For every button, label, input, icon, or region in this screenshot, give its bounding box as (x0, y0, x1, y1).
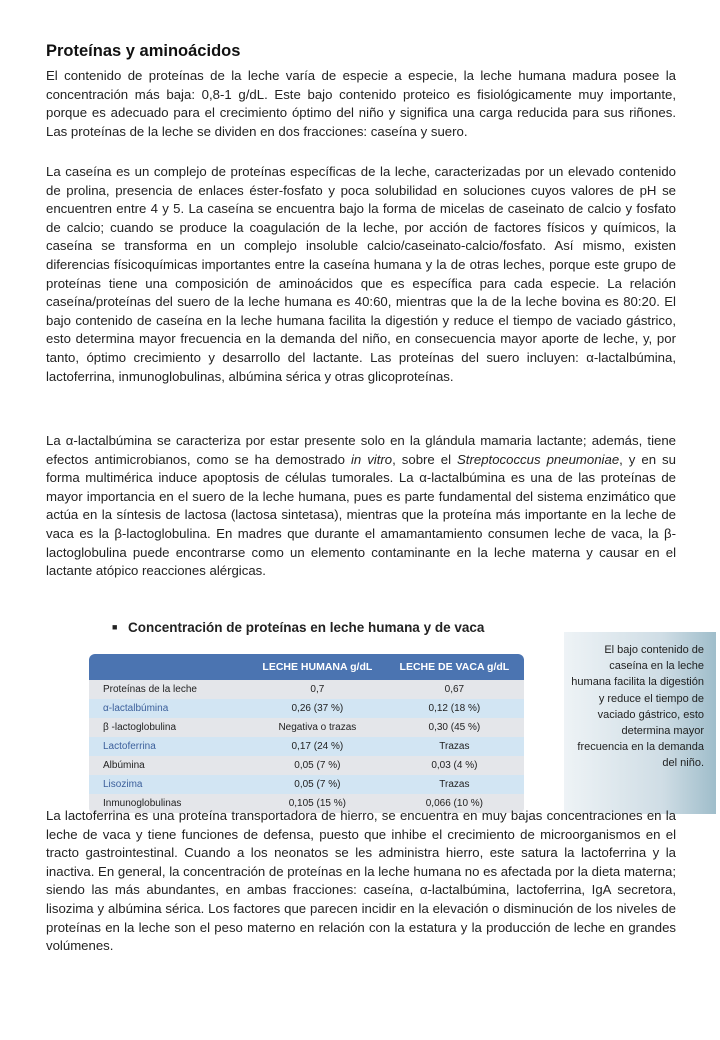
paragraph-alpha-lactalbumin (46, 432, 676, 581)
row-label: β -lactoglobulina (89, 718, 250, 737)
table-row (89, 737, 524, 756)
cow-milk-value: 0,03 (4 %) (385, 756, 524, 775)
cow-milk-value: 0,12 (18 %) (385, 699, 524, 718)
table-row (89, 756, 524, 775)
cow-milk-value: Trazas (385, 775, 524, 794)
table-subheading (112, 620, 484, 635)
human-milk-value: 0,26 (37 %) (250, 699, 385, 718)
casein-callout-box (564, 632, 716, 814)
human-milk-value: 0,05 (7 %) (250, 775, 385, 794)
paragraph-text: , sobre el (392, 451, 458, 467)
human-milk-value: 0,7 (250, 680, 385, 699)
paragraph-text: , y en su forma multimérica induce apoptosis de células tumorales. La α-lactalbúmina es una de las proteínas de mayor importancia en el suero de la leche humana, pues es parte fundamental del sistema enzimático que actúa en la síntesis de lactosa (lactosa sintetasa), mientras que la proteína más importante en la leche de vaca es la β-lactoglobulina. En madres que durante el amamantamiento consumen leche de vaca, la β-lactoglobulina puede encontrarse como un elemento contaminante en la leche materna y causar en el lactante atópico reacciones alérgicas. (46, 451, 676, 579)
italic-term: in vitro (350, 451, 393, 467)
callout-text: El bajo contenido de caseína en la leche humana facilita la digestión y reduce el tiempo de vaciado gástrico, esto determina mayor frecuencia en la demanda del niño. (571, 644, 704, 770)
row-label: Proteínas de la leche (89, 680, 250, 699)
cow-milk-value: 0,30 (45 %) (385, 718, 524, 737)
header-cell-label (89, 654, 250, 680)
table-header-row (89, 654, 524, 680)
paragraph-protein-content: El contenido de proteínas de la leche varía de especie a especie, la leche humana madura posee la concentración más baja: 0,8-1 g/dL. Este bajo contenido proteico es fisiológicamente muy importante, porque es adecuado para el crecimiento óptimo del niño y significa una carga reducida para sus riñones. Las proteínas de la leche se dividen en dos fracciones: caseína y suero. (46, 68, 676, 139)
cow-milk-value: Trazas (385, 737, 524, 756)
table-row (89, 680, 524, 699)
row-label: α-lactalbúmina (89, 699, 250, 718)
paragraph-casein: La caseína es un complejo de proteínas específicas de la leche, caracterizadas por un elevado contenido de prolina, presencia de enlaces éster-fosfato y poca solubilidad en soluciones cuyos valores de pH se encuentren entre 4 y 5. La caseína se encuentra bajo la forma de micelas de caseinato de calcio y fosfato de calcio; cuando se produce la coagulación de la leche, por acción de factores físicos y químicos, la caseína se transforma en un complejo insoluble calcio/caseinato-calcio/fosfato. Así mismo, existen diferencias físicoquímicas importantes entre la caseína humana y la de otras leches, porque este grupo de proteínas tiene una composición de aminoácidos que es específica para cada especie. La relación caseína/proteínas del suero de la leche humana es 40:60, mientras que la de la leche bovina es 80:20. El bajo contenido de caseína en la leche humana facilita la digestión y reduce el tiempo de vaciado gástrico, esto determina mayor frecuencia en la demanda del niño, en consecuencia mayor aporte de leche, y, por tanto, óptimo crecimiento y desarrollo del lactante. Las proteínas del suero incluyen: α-lactalbúmina, lactoferrina, inmunoglobulinas, albúmina sérica y otras glicoproteínas. (46, 164, 676, 384)
italic-term: Streptococcus pneumoniae (457, 451, 620, 467)
row-label: Inmunoglobulinas (89, 794, 250, 813)
protein-concentration-table (89, 654, 524, 814)
human-milk-value: 0,05 (7 %) (250, 756, 385, 775)
table-row (89, 699, 524, 718)
section-title: Proteínas y aminoácidos (46, 42, 241, 60)
header-cell-cow-milk: LECHE DE VACA g/dL (385, 654, 524, 680)
cow-milk-value: 0,67 (385, 680, 524, 699)
header-cell-human-milk: LECHE HUMANA g/dL (250, 654, 385, 680)
row-label: Lactoferrina (89, 737, 250, 756)
human-milk-value: 0,17 (24 %) (250, 737, 385, 756)
paragraph-text: La α-lactalbúmina se caracteriza por estar presente solo en la glándula mamaria lactante; además, tiene efectos antimicrobianos, como se ha demostrado (46, 433, 676, 467)
human-milk-value: 0,105 (15 %) (250, 794, 385, 813)
paragraph-lactoferrin: La lactoferrina es una proteína transportadora de hierro, se encuentra en muy bajas concentraciones en la leche de vaca y tiene funciones de defensa, puesto que inhibe el crecimiento de microorganismos en el tracto gastrointestinal. Cuando a los neonatos se les administra hierro, este satura la lactoferrina y la inactiva. En general, la concentración de proteínas en la leche humana no es afectada por la dieta materna; siendo las más abundantes, en ambas fracciones: caseína, α-lactalbúmina, lactoferrina, IgA secretora, lisozima y albúmina sérica. Los factores que parecen incidir en la elevación o disminución de los niveles de proteínas en la leche son el peso materno en relación con la estatura y la producción de leche en grandes volúmenes. (46, 808, 676, 954)
table-row (89, 718, 524, 737)
subheading-text: Concentración de proteínas en leche humana y de vaca (128, 620, 485, 635)
row-label: Lisozima (89, 775, 250, 794)
row-label: Albúmina (89, 756, 250, 775)
square-bullet-icon: ■ (112, 622, 118, 632)
human-milk-value: Negativa o trazas (250, 718, 385, 737)
cow-milk-value: 0,066 (10 %) (385, 794, 524, 813)
table-row (89, 775, 524, 794)
